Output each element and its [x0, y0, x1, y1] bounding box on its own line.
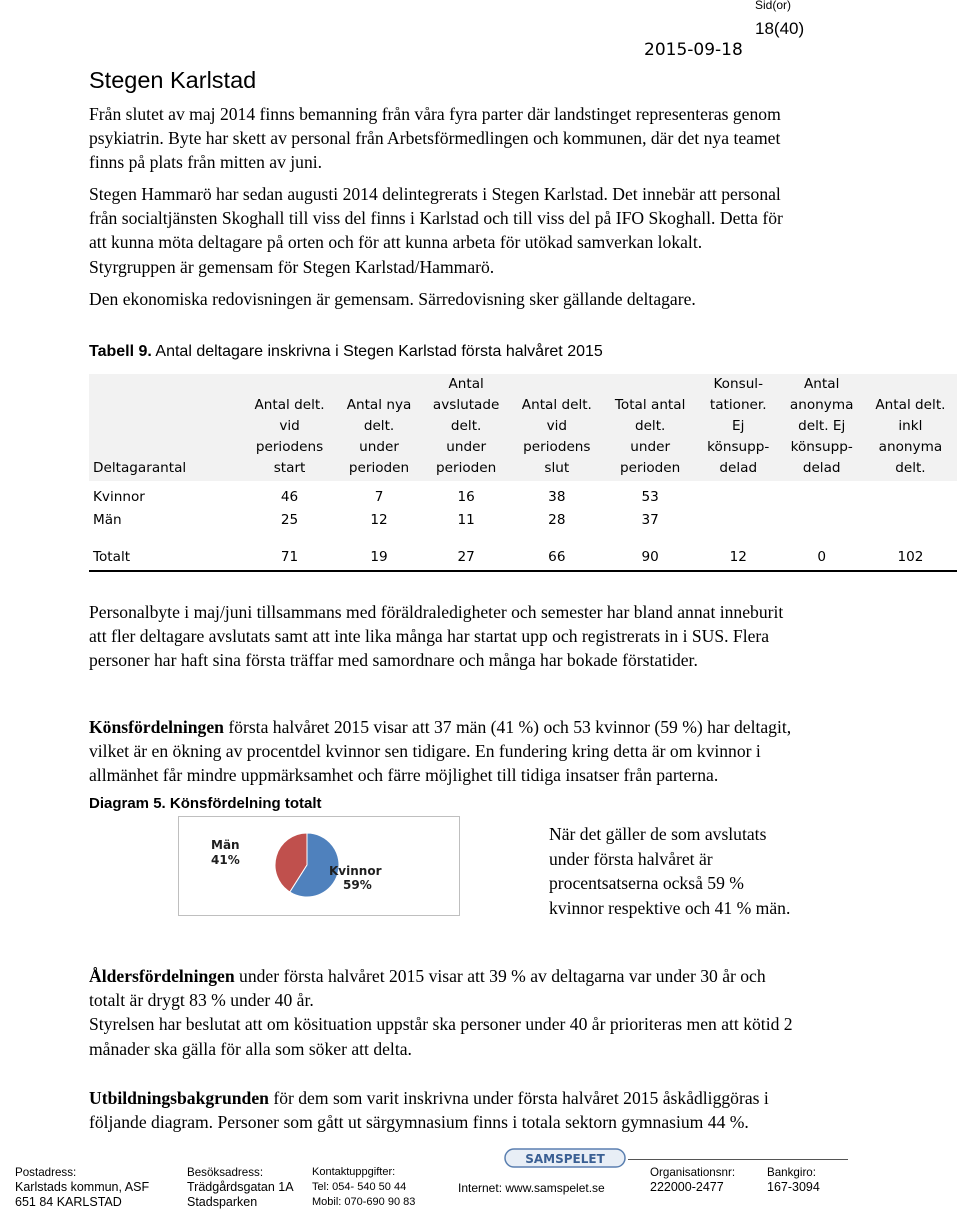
table-row [89, 481, 957, 507]
footer-kontakt [312, 1165, 415, 1209]
table-caption-label: Tabell 9. [89, 343, 152, 360]
footer-value: 222000-2477 [650, 1180, 724, 1194]
table-cell: 71 [243, 543, 336, 571]
table-total-row [89, 543, 957, 571]
logo-underline [628, 1159, 848, 1160]
text-line [89, 715, 919, 739]
table-cell [697, 481, 780, 507]
pie-chart-frame [178, 816, 460, 916]
header-line: perioden [348, 460, 410, 476]
samspelet-logo-graphic [504, 1146, 626, 1170]
text-line: Stegen Hammarö har sedan augusti 2014 delintegrerats i Stegen Karlstad. Det innebär att personal [89, 184, 781, 204]
table-cell [697, 507, 780, 533]
bold-term: Åldersfördelningen [89, 966, 235, 986]
diagram-caption: Diagram 5. Könsfördelning totalt [89, 795, 322, 812]
table-cell: 16 [457, 489, 475, 505]
text-line: vilket är en ökning av procentdel kvinnor sen tidigare. En fundering kring detta är om kvinnor i [89, 741, 761, 762]
header-line: delad [802, 460, 841, 476]
footer-value: Trädgårdsgatan 1A [187, 1180, 294, 1194]
table-spacer [89, 533, 957, 543]
header-line: delad [719, 460, 758, 476]
text-line: personer har haft sina första träffar med samordnare och många har bokade förstatider. [89, 650, 698, 671]
table-cell: 0 [780, 543, 864, 571]
text-line: kvinnor respektive och 41 % män. [549, 897, 791, 918]
header-line: anonyma [878, 439, 943, 455]
footer-label: Bankgiro: [767, 1166, 816, 1179]
text-line: att fler deltagare avslutats samt att inte lika många har startat upp och registrerats in i SUS. Flera [89, 626, 770, 647]
table-caption-text: Antal deltagare inskrivna i Stegen Karlstad första halvåret 2015 [151, 343, 603, 360]
header-line: Antal delt. [254, 397, 325, 413]
text-line: Från slutet av maj 2014 finns bemanning från våra fyra parter där landstinget representeras genom [89, 104, 781, 124]
text-line [89, 1086, 919, 1110]
header-line: tationer. [709, 397, 767, 413]
header-line: könsupp- [790, 439, 853, 455]
text-span: första halvåret 2015 visar att 37 män (41 %) och 53 kvinnor (59 %) har deltagit, [223, 717, 792, 737]
footer-besoksadress [187, 1165, 294, 1209]
column-header [422, 374, 510, 481]
header-line: vid [546, 418, 568, 434]
table-cell [780, 507, 864, 533]
paragraph-hammaro [89, 182, 919, 279]
text-line: allmänhet får mindre uppmärksamhet och färre möjlighet till tidiga insatser från parterna. [89, 765, 719, 786]
header-line: periodens [523, 439, 591, 455]
footer-value: 167-3094 [767, 1180, 820, 1194]
header-line: perioden [620, 460, 681, 476]
text-line: finns på plats från mitten av juni. [89, 152, 323, 173]
table-cell [780, 481, 864, 507]
column-header-deltagarantal [89, 374, 243, 481]
paragraph-ekonomi [89, 287, 919, 311]
page-number: 18(40) [755, 19, 805, 38]
header-line: Antal [804, 376, 840, 392]
paragraph-konsfordelning [89, 715, 919, 788]
header-line: under [359, 439, 399, 455]
text-line: psykiatrin. Byte har skett av personal från Arbetsförmedlingen och kommunen, där det nya teamet [89, 128, 781, 149]
text-line: Den ekonomiska redovisningen är gemensam. Särredovisning sker gällande deltagare. [89, 289, 696, 309]
footer-value: Karlstads kommun, ASF [15, 1180, 150, 1194]
footer-label: Besöksadress: [187, 1166, 264, 1179]
text-line: procentsatserna också 59 % [549, 873, 744, 893]
text-line: månader ska gälla för alla som söker att delta. [89, 1038, 412, 1059]
table-cell [864, 481, 957, 507]
pie-label-man-pct: 41% [211, 853, 240, 867]
table-header-row [89, 374, 957, 481]
spacer-cell [89, 533, 957, 543]
table-cell: 37 [641, 512, 659, 528]
column-header [697, 374, 780, 481]
bold-term: Könsfördelningen [89, 717, 224, 737]
table-cell: 53 [641, 489, 659, 505]
row-label: Totalt [89, 543, 243, 571]
table-cell: 38 [548, 489, 566, 505]
section-title: Stegen Karlstad [89, 67, 257, 93]
text-span: under första halvåret 2015 visar att 39 % av deltagarna var under 30 år och [234, 966, 766, 986]
header-line: under [446, 439, 487, 455]
table-cell: 28 [548, 512, 566, 528]
text-line: När det gäller de som avslutats [549, 824, 767, 844]
header-line: anonyma [789, 397, 854, 413]
header-line: Total antal [614, 397, 686, 413]
column-header [603, 374, 697, 481]
table-cell: 12 [697, 543, 780, 571]
column-header [510, 374, 603, 481]
text-line: följande diagram. Personer som gått ut särgymnasium finns i totala sektorn gymnasium 44 %. [89, 1112, 749, 1133]
header-line: könsupp- [707, 439, 770, 455]
footer-bankgiro [767, 1165, 820, 1195]
table-cell: 19 [336, 543, 422, 571]
pie-label-man-name: Män [211, 838, 240, 852]
paragraph-personalbyte [89, 600, 919, 673]
footer-label: Postadress: [15, 1166, 77, 1179]
header-line: Konsul- [713, 376, 763, 392]
page-label: Sid(or) [755, 0, 792, 12]
header-line: delt. [450, 418, 482, 434]
text-line: från socialtjänsten Skoghall till viss del finns i Karlstad och till viss del på IFO Skoghall. Detta för [89, 208, 783, 229]
header-line: start [273, 460, 306, 476]
table-cell: 66 [510, 543, 603, 571]
footer-organisationsnr [650, 1165, 735, 1195]
footer-phone: Tel: 054- 540 50 44 [312, 1181, 407, 1193]
table-caption [89, 343, 603, 361]
header-line: vid [279, 418, 300, 434]
header-line: slut [544, 460, 570, 476]
table-cell: 12 [370, 512, 388, 528]
document-date: 2015-09-18 [644, 40, 743, 60]
table-cell: 7 [374, 489, 384, 505]
row-label: Män [93, 512, 122, 528]
table-cell: 11 [457, 512, 475, 528]
header-line: delt. [634, 418, 666, 434]
table-cell: 25 [280, 512, 299, 528]
header-line: Antal nya [346, 397, 412, 413]
participants-table [89, 374, 957, 572]
footer-value: 651 84 KARLSTAD [15, 1195, 122, 1209]
header-line: delt. [895, 460, 926, 476]
text-line: Styrelsen har beslutat att om kösituation uppstår ska personer under 40 år prioriteras men att kötid 2 [89, 1014, 793, 1035]
text-line: Personalbyte i maj/juni tillsammans med föräldraledigheter och semester har bland annat inneburit [89, 602, 784, 622]
footer-label: Kontaktuppgifter: [312, 1166, 396, 1178]
footer-mobile: Mobil: 070-690 90 83 [312, 1196, 416, 1208]
footer-value: Stadsparken [187, 1195, 258, 1209]
footer-postadress [15, 1165, 149, 1209]
header-line: Antal delt. [875, 397, 946, 413]
header-line: avslutade [432, 397, 500, 413]
table-cell: 46 [280, 489, 299, 505]
table-cell: 102 [864, 543, 957, 571]
paragraph-bemanning [89, 102, 919, 175]
text-line: under första halvåret är [549, 848, 713, 869]
logo-text: SAMSPELET [525, 1152, 605, 1166]
column-header [780, 374, 864, 481]
samspelet-logo [504, 1146, 626, 1170]
header-line: inkl [898, 418, 923, 434]
bold-term: Utbildningsbakgrunden [89, 1088, 269, 1108]
paragraph-aldersfordelning [89, 964, 919, 1061]
column-header [336, 374, 422, 481]
header-line: Antal [448, 376, 484, 392]
text-line: Styrgruppen är gemensam för Stegen Karlstad/Hammarö. [89, 256, 495, 277]
footer-label: Organisationsnr: [650, 1166, 736, 1179]
header-line: delt. [363, 418, 395, 434]
header-line: Antal delt. [521, 397, 592, 413]
text-line [89, 964, 919, 988]
diagram-side-text [549, 822, 790, 920]
pie-label-kvinnor-name: Kvinnor [329, 864, 382, 878]
column-header [864, 374, 957, 481]
header-line: Ej [732, 418, 745, 434]
header-line: periodens [255, 439, 324, 455]
header-line: perioden [435, 460, 497, 476]
footer-internet [458, 1181, 605, 1196]
table-cell [864, 507, 957, 533]
table-row [89, 507, 957, 533]
table-cell: 27 [422, 543, 510, 571]
header-line: delt. Ej [798, 418, 846, 434]
pie-chart [179, 817, 461, 917]
column-header [243, 374, 336, 481]
paragraph-utbildning [89, 1086, 919, 1134]
header-line: Deltagarantal [93, 460, 187, 476]
text-line: totalt är drygt 83 % under 40 år. [89, 990, 314, 1011]
pie-label-kvinnor-pct: 59% [343, 878, 372, 892]
text-line: att kunna möta deltagare på orten och för att kunna arbeta för utökad samverkan lokalt. [89, 232, 703, 253]
header-line: under [630, 439, 671, 455]
table-cell: 90 [603, 543, 697, 571]
website-link[interactable]: Internet: www.samspelet.se [458, 1181, 605, 1195]
text-span: för dem som varit inskrivna under första halvåret 2015 åskådliggöras i [268, 1088, 769, 1108]
row-label: Kvinnor [93, 489, 145, 505]
